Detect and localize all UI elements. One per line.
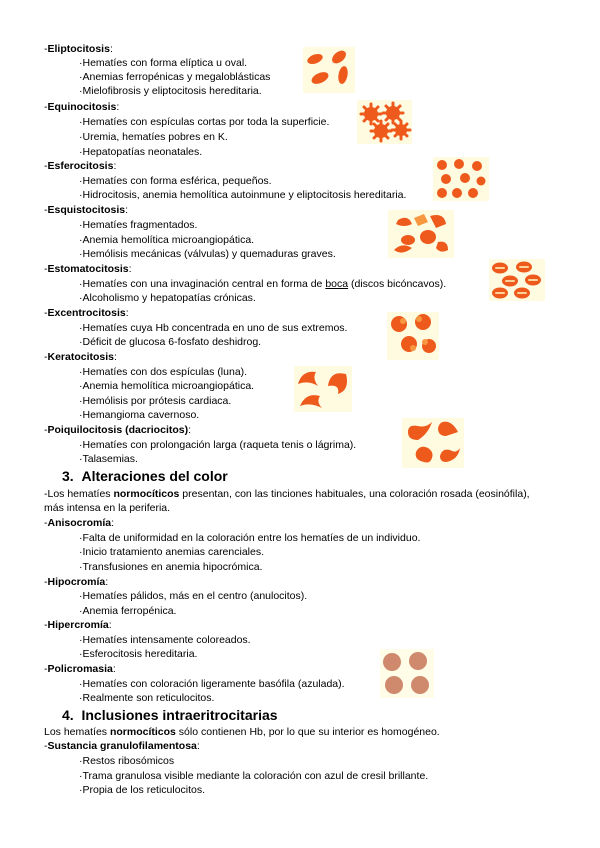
dacrocyte-figure: [402, 418, 464, 468]
section-heading: 3. Alteraciones del color: [62, 468, 228, 484]
term-granulofilamentosa: -Sustancia granulofilamentosa:: [44, 740, 200, 752]
echinocyte-figure: [357, 100, 412, 144]
stomatocyte-figure: [489, 259, 545, 301]
list-item: ·Propia de los reticulocitos.: [79, 784, 206, 796]
list-item: ·Hematíes intensamente coloreados.: [79, 634, 251, 646]
term-esferocitosis: -Esferocitosis:: [44, 160, 117, 172]
list-item: ·Anemia hemolítica microangiopática.: [79, 380, 255, 392]
list-item: ·Mielofibrosis y eliptocitosis hereditaria.: [79, 85, 262, 97]
paragraph: -Los hematíes normocíticos presentan, con las tinciones habituales, una coloración rosada (eosinófila),: [44, 488, 530, 500]
list-item: ·Alcoholismo y hepatopatías crónicas.: [79, 292, 256, 304]
elliptocyte-figure: [303, 47, 355, 93]
term-hipocromia: -Hipocromía:: [44, 576, 109, 588]
term-policromasia: -Policromasia:: [44, 663, 116, 675]
term-poiquilocitosis: -Poiquilocitosis (dacriocitos):: [44, 424, 192, 436]
paragraph: Los hematíes normocíticos sólo contienen Hb, por lo que su interior es homogéneo.: [44, 726, 440, 738]
list-item: ·Hemólisis mecánicas (válvulas) y quemaduras graves.: [79, 248, 336, 260]
spherocyte-figure: [433, 157, 489, 201]
term-esquistocitosis: -Esquistocitosis:: [44, 204, 129, 216]
list-item: ·Anemia hemolítica microangiopática.: [79, 234, 255, 246]
list-item: ·Hematíes con espículas cortas por toda la superficie.: [79, 116, 330, 128]
section-heading: 4. Inclusiones intraeritrocitarias: [62, 707, 278, 723]
schistocyte-figure: [388, 210, 454, 258]
polychromatic-cell-figure: [380, 649, 434, 698]
list-item: ·Anemias ferropénicas y megaloblásticas: [79, 71, 271, 83]
list-item: ·Anemia ferropénica.: [79, 605, 177, 617]
list-item: ·Hematíes con coloración ligeramente basófila (azulada).: [79, 678, 345, 690]
list-item: ·Realmente son reticulocitos.: [79, 692, 215, 704]
eccentrocyte-figure: [387, 312, 439, 360]
term-hipercromia: -Hipercromía:: [44, 619, 112, 631]
list-item: ·Hematíes fragmentados.: [79, 219, 198, 231]
list-item: ·Déficit de glucosa 6-fosfato deshidrog.: [79, 336, 262, 348]
list-item: ·Inicio tratamiento anemias carenciales.: [79, 546, 265, 558]
term-keratocitosis: -Keratocitosis:: [44, 351, 117, 363]
paragraph: más intensa en la periferia.: [44, 502, 171, 514]
list-item: ·Hemólisis por prótesis cardiaca.: [79, 395, 232, 407]
term-eliptocitosis: -Eliptocitosis:: [44, 43, 113, 55]
list-item: ·Hematíes con dos espículas (luna).: [79, 366, 248, 378]
list-item: ·Trama granulosa visible mediante la coloración con azul de cresil brillante.: [79, 770, 429, 782]
term-equinocitosis: -Equinocitosis:: [44, 101, 120, 113]
list-item: ·Talasemias.: [79, 453, 138, 465]
term-anisocromia: -Anisocromía:: [44, 517, 115, 529]
list-item: ·Falta de uniformidad en la coloración entre los hematíes de un individuo.: [79, 532, 421, 544]
list-item: ·Hematíes con forma esférica, pequeños.: [79, 175, 272, 187]
list-item: ·Hemangioma cavernoso.: [79, 409, 200, 421]
list-item: ·Esferocitosis hereditaria.: [79, 648, 198, 660]
list-item: ·Restos ribosómicos: [79, 755, 175, 767]
list-item: ·Hematíes con una invaginación central en forma de boca (discos bicóncavos).: [79, 278, 447, 290]
list-item: ·Hematíes cuya Hb concentrada en uno de sus extremos.: [79, 322, 348, 334]
list-item: ·Hematíes pálidos, más en el centro (anulocitos).: [79, 590, 308, 602]
list-item: ·Uremia, hematíes pobres en K.: [79, 131, 228, 143]
list-item: ·Transfusiones en anemia hipocrómica.: [79, 561, 263, 573]
term-estomatocitosis: -Estomatocitosis:: [44, 263, 132, 275]
term-excentrocitosis: -Excentrocitosis:: [44, 307, 129, 319]
keratocyte-figure: [294, 366, 352, 412]
list-item: ·Hematíes con forma elíptica u oval.: [79, 57, 248, 69]
list-item: ·Hematíes con prolongación larga (raqueta tenis o lágrima).: [79, 439, 357, 451]
list-item: ·Hidrocitosis, anemia hemolítica autoinmune y eliptocitosis hereditaria.: [79, 189, 407, 201]
list-item: ·Hepatopatías neonatales.: [79, 146, 203, 158]
